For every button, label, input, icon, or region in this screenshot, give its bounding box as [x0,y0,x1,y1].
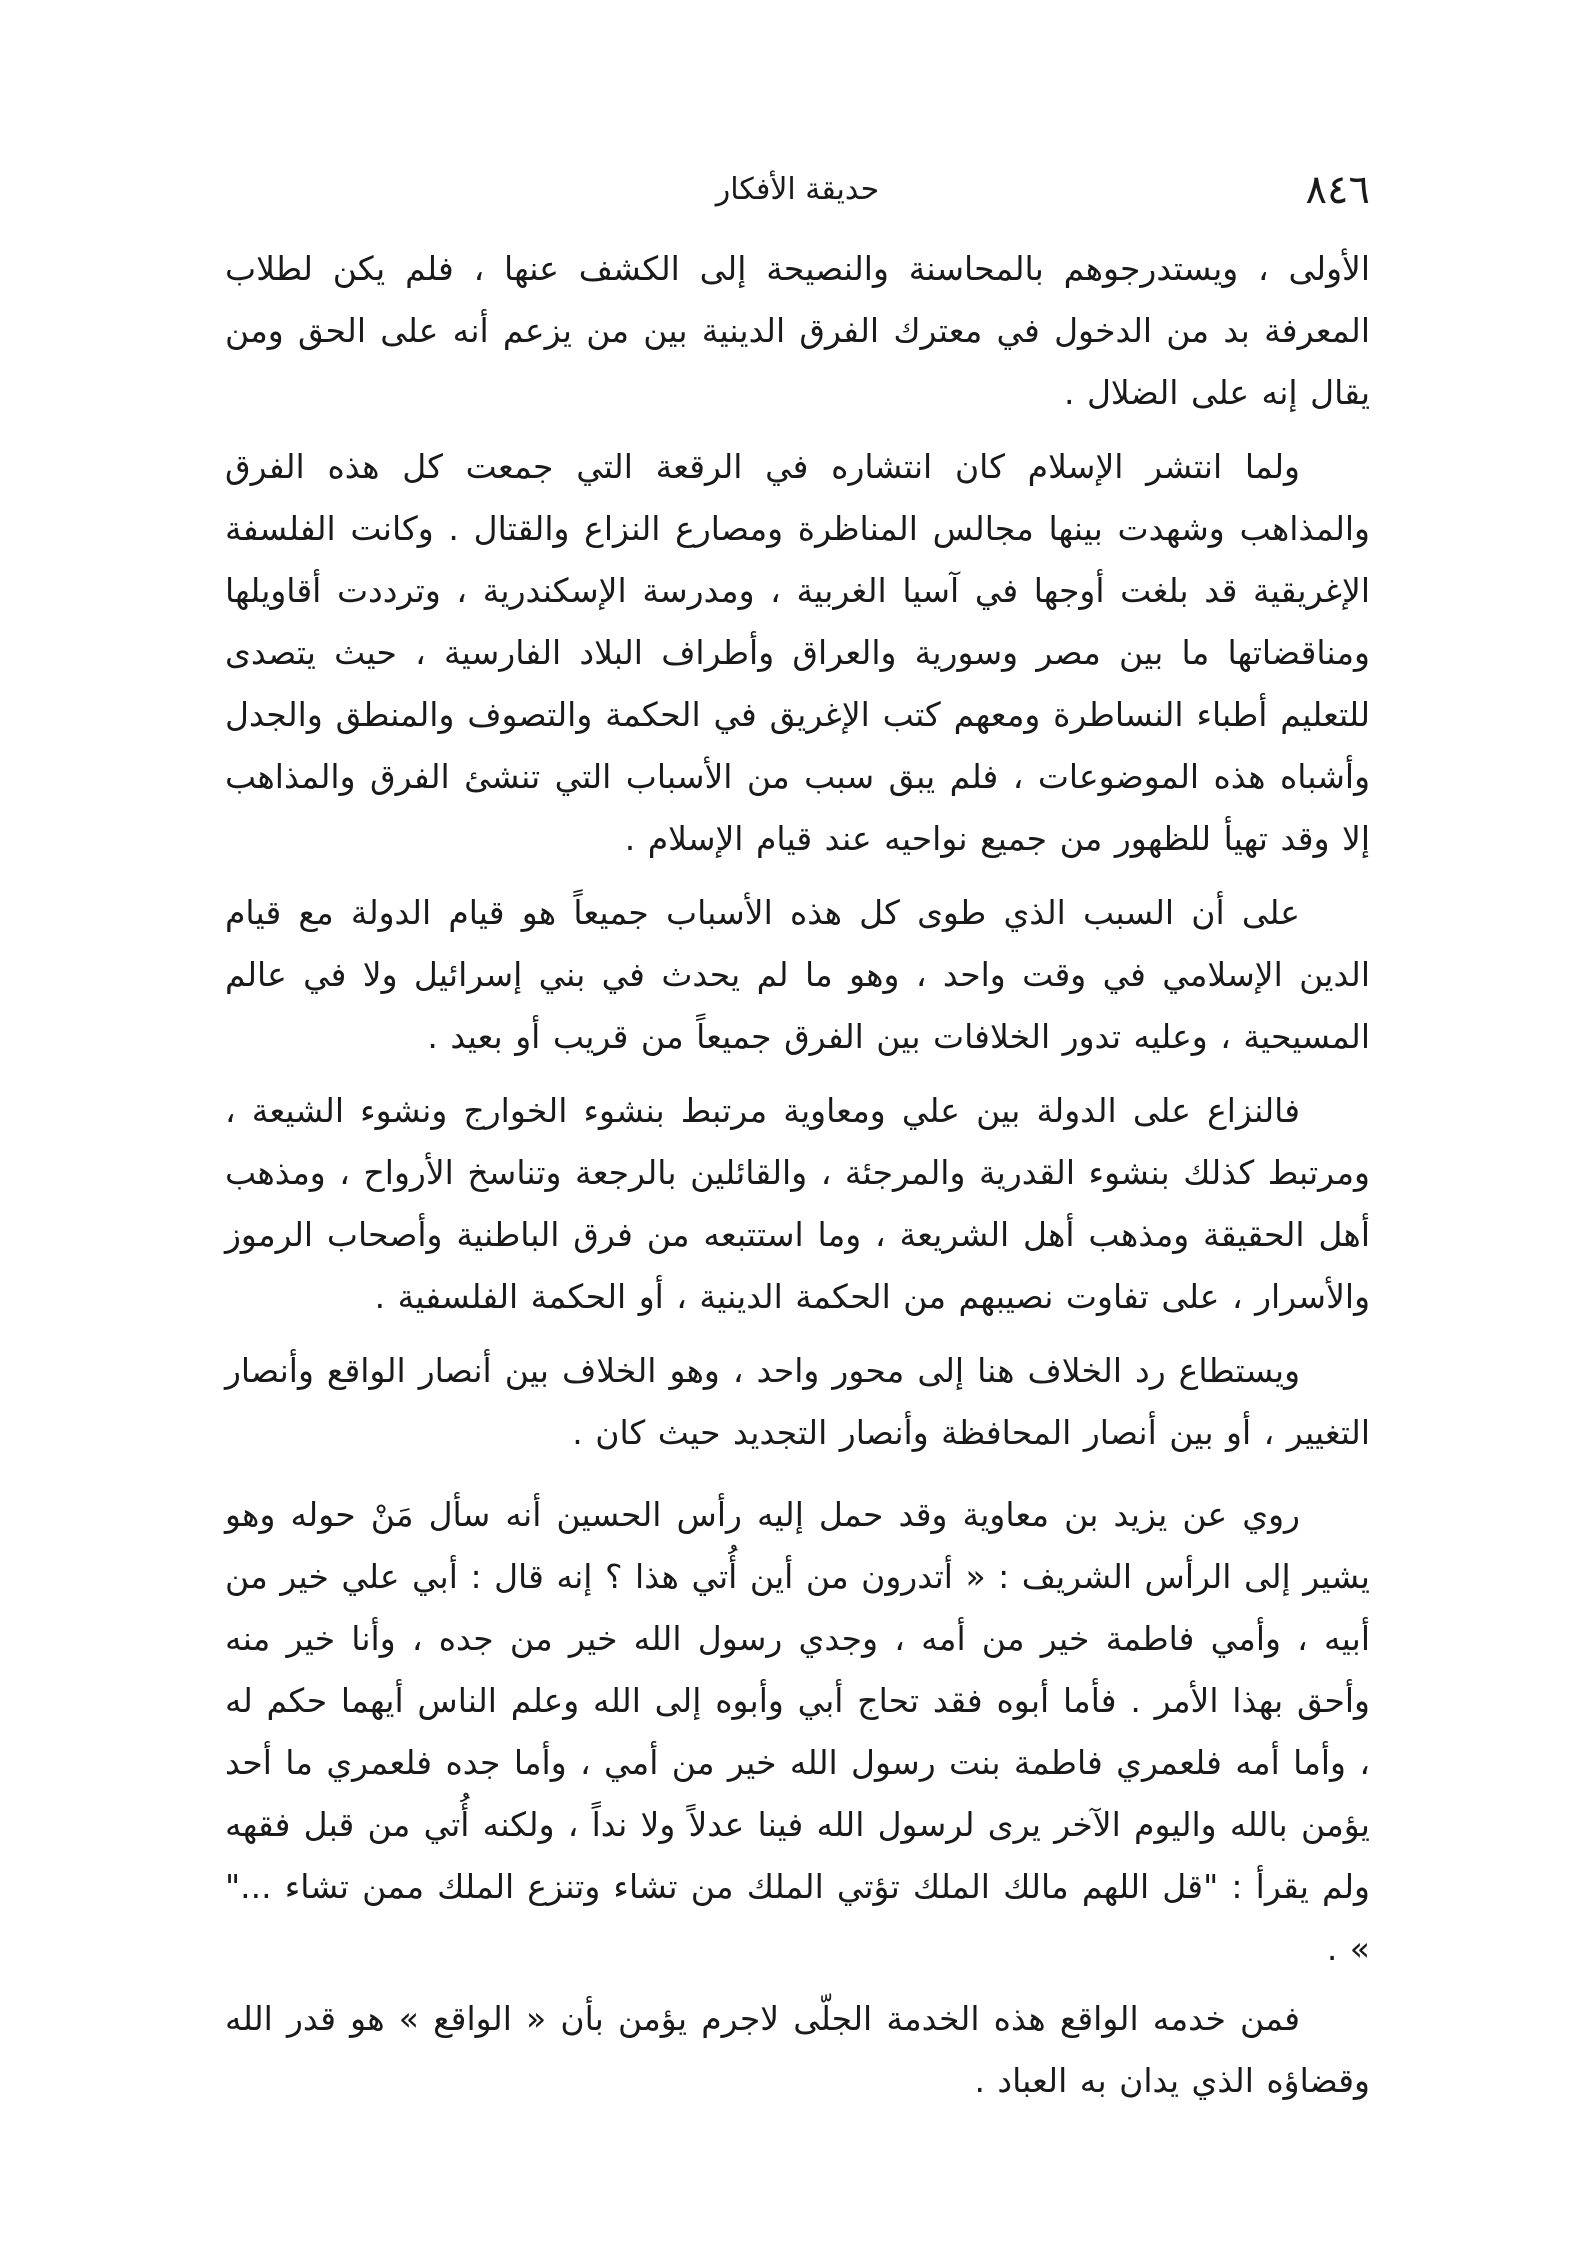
page-body [225,238,1370,2112]
paragraph-single-axis: ويستطاع رد الخلاف هنا إلى محور واحد ، وهو الخلاف بين أنصار الواقع وأنصار التغيير ، أو بين أنصار المحافظة وأنصار التجديد حيث كان . [225,1351,1370,1452]
paragraph-dispute-ali-muawiya: فالنزاع على الدولة بين علي ومعاوية مرتبط بنشوء الخوارج ونشوء الشيعة ، ومرتبط كذلك بنشوء القدرية والمرجئة ، والقائلين بالرجعة وتناسخ الأرواح ، ومذهب أهل الحقيقة ومذهب أهل الشريعة ، وما استتبعه من فرق الباطنية وأصحاب الرموز والأسرار ، على تفاوت نصيبهم من الحكمة الدينية ، أو الحكمة الفلسفية . [225,1091,1370,1316]
paragraph-conclusion: فمن خدمه الواقع هذه الخدمة الجلّى لاجرم يؤمن بأن « الواقع » هو قدر الله وقضاؤه الذي يدان به العباد . [225,1999,1370,2100]
running-title: حديقة الأفكار [715,172,880,207]
page-header [225,160,1370,220]
paragraph-continuation: الأولى ، ويستدرجوهم بالمحاسنة والنصيحة إلى الكشف عنها ، فلم يكن لطلاب المعرفة بد من الدخول في معترك الفرق الدينية بين من يزعم أنه على الحق ومن يقال إنه على الضلال . [225,249,1370,412]
paragraph-yazid-narration: روي عن يزيد بن معاوية وقد حمل إليه رأس الحسين أنه سأل مَنْ حوله وهو يشير إلى الرأس الشريف : « أتدرون من أين أُتي هذا ؟ إنه قال : أبي علي خير من أبيه ، وأمي فاطمة خير من أمه ، وجدي رسول الله خير من جده ، وأنا خير منه وأحق بهذا الأمر . فأما أبوه فقد تحاج أبي وأبوه إلى الله وعلم الناس أيهما حكم له ، وأما أمه فلعمري فاطمة بنت رسول الله خير من أمي ، وأما جده فلعمري ما أحد يؤمن بالله واليوم الآخر يرى لرسول الله فينا عدلاً ولا نداً ، ولكنه أُتي من قبل فقهه ولم يقرأ : "قل اللهم مالك الملك تؤتي الملك من تشاء وتنزع الملك ممن تشاء ..." » . [225,1495,1370,1968]
paragraph-spread-of-islam: ولما انتشر الإسلام كان انتشاره في الرقعة التي جمعت كل هذه الفرق والمذاهب وشهدت بينها مجالس المناظرة ومصارع النزاع والقتال . وكانت الفلسفة الإغريقية قد بلغت أوجها في آسيا الغربية ، ومدرسة الإسكندرية ، وترددت أقاويلها ومناقضاتها ما بين مصر وسورية والعراق وأطراف البلاد الفارسية ، حيث يتصدى للتعليم أطباء النساطرة ومعهم كتب الإغريق في الحكمة والتصوف والمنطق والجدل وأشباه هذه الموضوعات ، فلم يبق سبب من الأسباب التي تنشئ الفرق والمذاهب إلا وقد تهيأ للظهور من جميع نواحيه عند قيام الإسلام . [225,447,1370,858]
page-number: ٨٤٦ [1305,167,1370,213]
paragraph-state-and-religion: على أن السبب الذي طوى كل هذه الأسباب جميعاً هو قيام الدولة مع قيام الدين الإسلامي في وقت واحد ، وهو ما لم يحدث في بني إسرائيل ولا في عالم المسيحية ، وعليه تدور الخلافات بين الفرق جميعاً من قريب أو بعيد . [225,893,1370,1056]
